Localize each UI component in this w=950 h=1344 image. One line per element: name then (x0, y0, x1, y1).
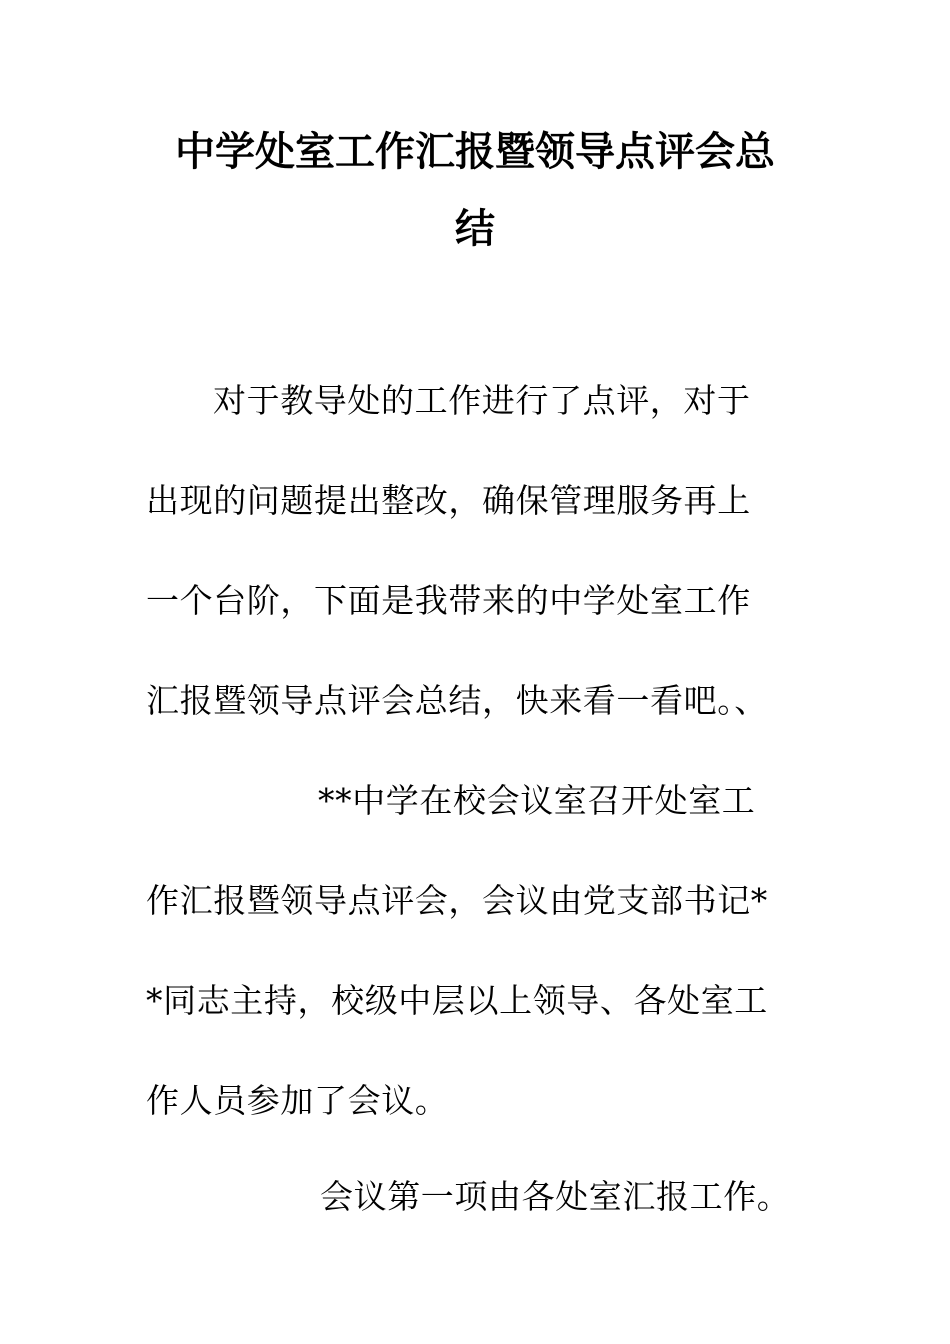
body-text-line-3: 一个台阶，下面是我带来的中学处室工作 (146, 581, 751, 620)
body-text-line-2: 出现的问题提出整改，确保管理服务再上 (146, 481, 751, 520)
document-title-line-1: 中学处室工作汇报暨领导点评会总 (175, 129, 775, 175)
body-text-line-5: **中学在校会议室召开处室工 (318, 781, 756, 820)
body-text-line-7: *同志主持，校级中层以上领导、各处室工 (146, 981, 768, 1020)
document-title-line-2: 结 (455, 206, 495, 252)
body-text-line-4: 汇报暨领导点评会总结，快来看一看吧。、 (146, 681, 768, 720)
body-text-line-1: 对于教导处的工作进行了点评，对于 (213, 381, 751, 420)
body-text-line-9: 会议第一项由各处室汇报工作。 (320, 1177, 791, 1216)
body-text-line-6: 作汇报暨领导点评会，会议由党支部书记* (146, 881, 768, 920)
body-text-line-8: 作人员参加了会议。 (146, 1081, 449, 1120)
